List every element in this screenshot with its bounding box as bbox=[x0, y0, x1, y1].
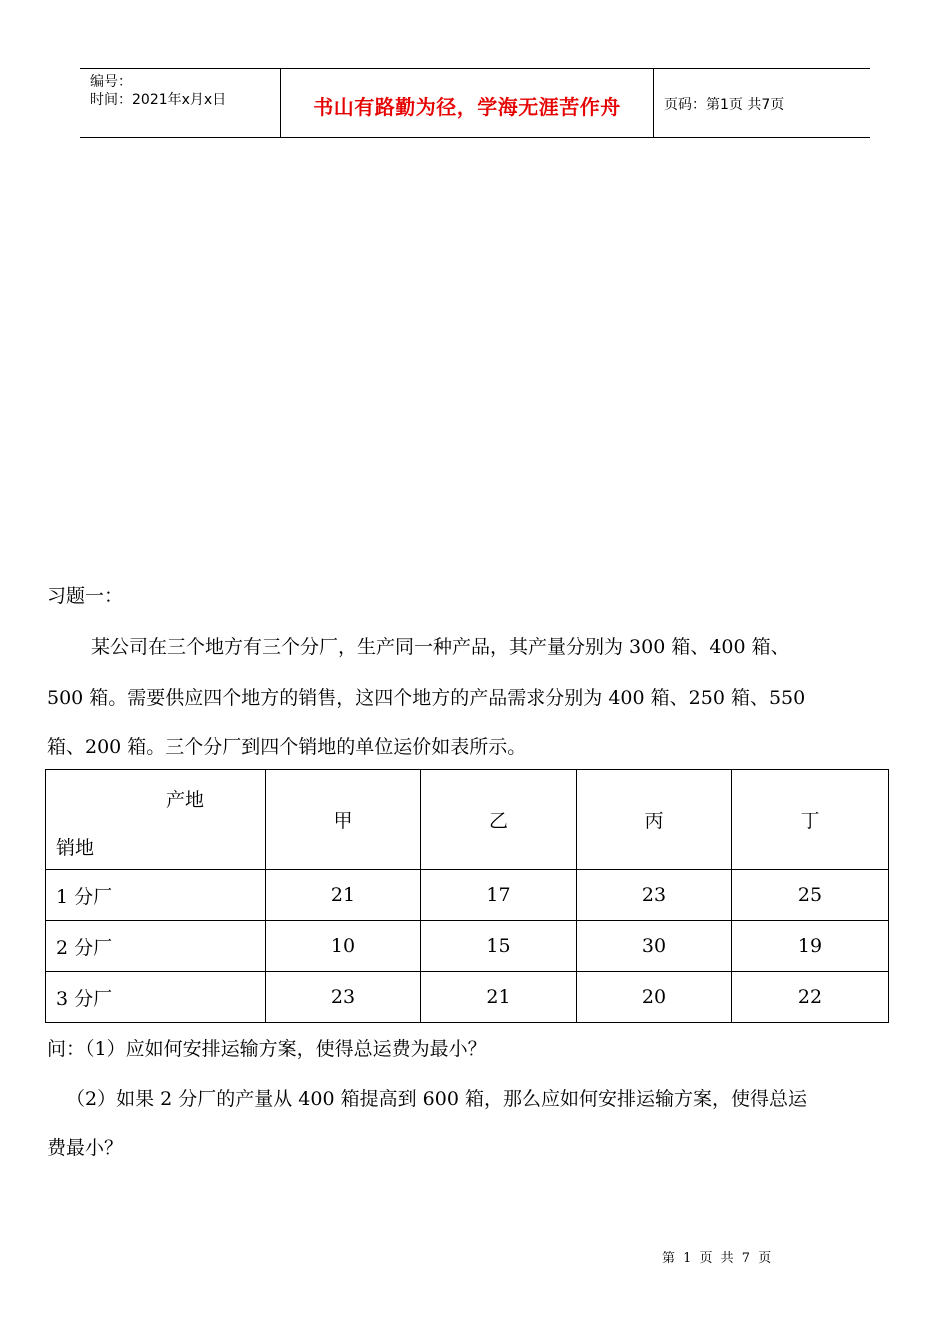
header-motto: 书山有路勤为径，学海无涯苦作舟 bbox=[281, 69, 654, 137]
table-row bbox=[46, 972, 889, 1023]
page-header bbox=[80, 68, 870, 138]
column-header: 甲 bbox=[266, 770, 421, 870]
footer-page-number: 第 1 页 共 7 页 bbox=[662, 1251, 774, 1266]
paragraph-line-1: 某公司在三个地方有三个分厂，生产同一种产品，其产量分别为 300 箱、400 箱、 bbox=[91, 636, 790, 658]
table-cell: 21 bbox=[266, 870, 421, 921]
paragraph-line-2: 500 箱。需要供应四个地方的销售，这四个地方的产品需求分别为 400 箱、250 箱、550 bbox=[47, 687, 806, 709]
table-cell: 25 bbox=[732, 870, 889, 921]
table-cell: 20 bbox=[577, 972, 732, 1023]
time-label: 时间：2021年x月x日 bbox=[90, 92, 227, 108]
table-cell: 23 bbox=[266, 972, 421, 1023]
exercise-title: 习题一： bbox=[47, 585, 124, 607]
table-cell: 19 bbox=[732, 921, 889, 972]
question-2-line-1: （2）如果 2 分厂的产量从 400 箱提高到 600 箱，那么应如何安排运输方案，使得总运 bbox=[66, 1088, 807, 1110]
table-cell: 10 bbox=[266, 921, 421, 972]
table-cell: 21 bbox=[421, 972, 577, 1023]
row-label: 3 分厂 bbox=[46, 972, 266, 1023]
table-cell: 17 bbox=[421, 870, 577, 921]
column-header: 丙 bbox=[577, 770, 732, 870]
question-2-line-2: 费最小？ bbox=[47, 1137, 124, 1159]
corner-origin-label: 产地 bbox=[166, 789, 205, 811]
corner-destination-label: 销地 bbox=[56, 837, 95, 859]
column-header: 乙 bbox=[421, 770, 577, 870]
paragraph-line-3: 箱、200 箱。三个分厂到四个销地的单位运价如表所示。 bbox=[47, 736, 527, 758]
table-row bbox=[46, 870, 889, 921]
table-corner-cell bbox=[46, 770, 266, 870]
table-row bbox=[46, 921, 889, 972]
row-label: 1 分厂 bbox=[46, 870, 266, 921]
freight-table bbox=[45, 769, 889, 1023]
table-cell: 30 bbox=[577, 921, 732, 972]
question-1: 问：（1）应如何安排运输方案，使得总运费为最小？ bbox=[47, 1038, 487, 1060]
column-header: 丁 bbox=[732, 770, 889, 870]
header-info bbox=[80, 69, 281, 137]
table-cell: 23 bbox=[577, 870, 732, 921]
table-cell: 22 bbox=[732, 972, 889, 1023]
row-label: 2 分厂 bbox=[46, 921, 266, 972]
table-header-row bbox=[46, 770, 889, 870]
header-page-label: 页码：第1页 共7页 bbox=[664, 97, 785, 113]
number-label: 编号： bbox=[90, 74, 132, 90]
table-cell: 15 bbox=[421, 921, 577, 972]
